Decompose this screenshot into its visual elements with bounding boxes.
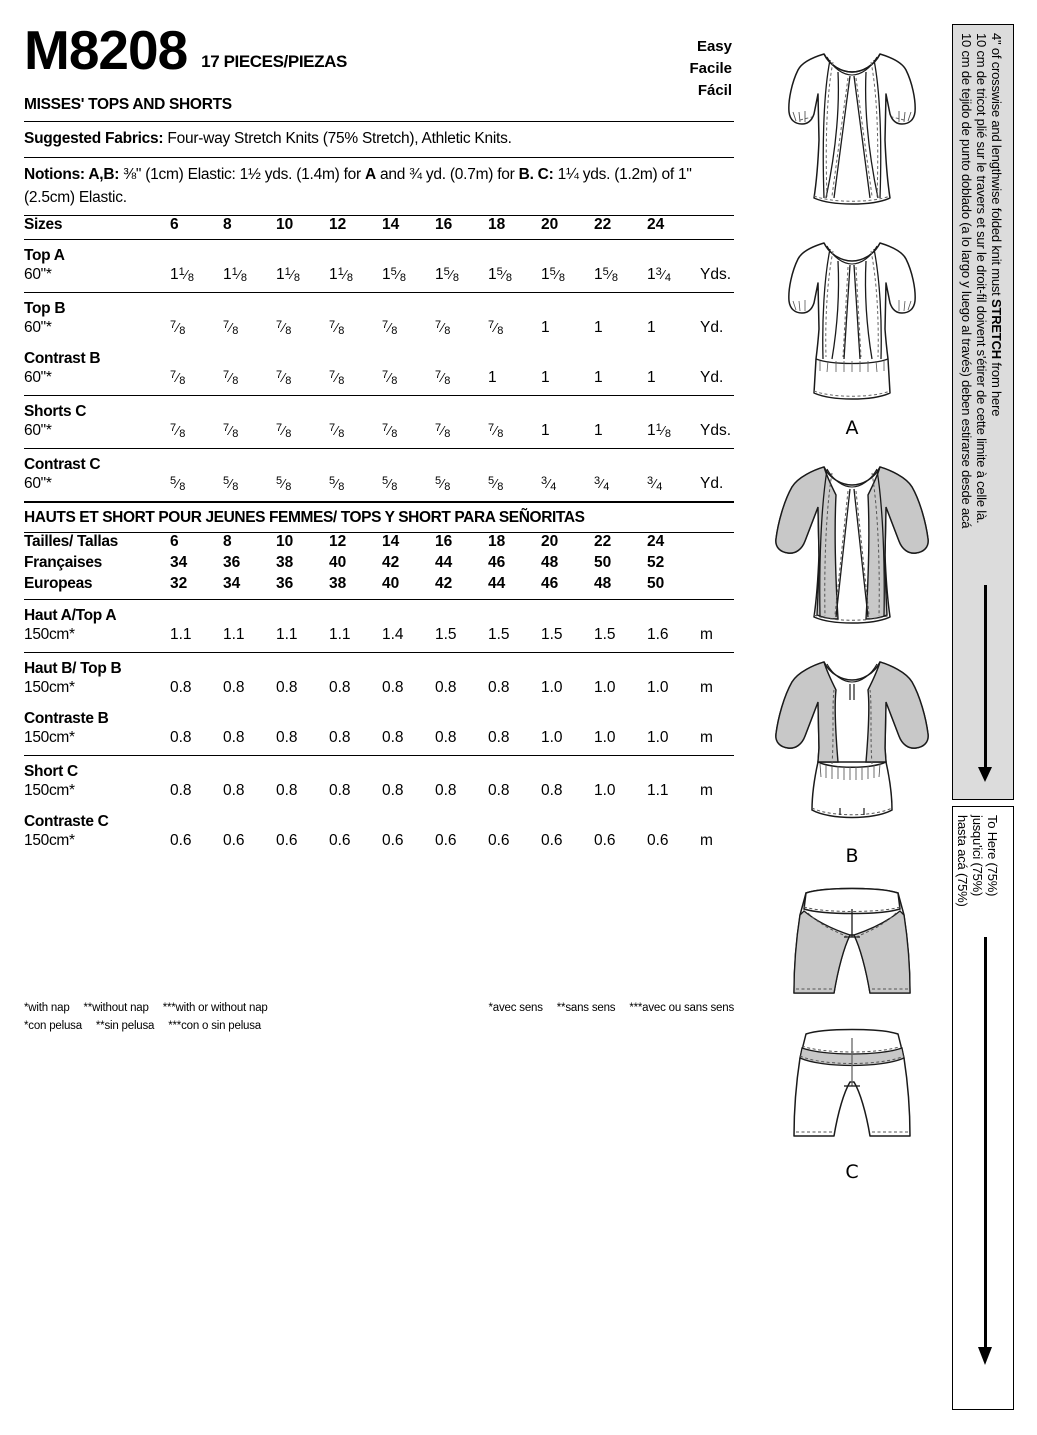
yardage-value: 7⁄8 <box>223 319 239 337</box>
size-column-header: 18 <box>488 216 506 233</box>
unit-label: Yd. <box>700 319 724 336</box>
footnote-item: **sin pelusa <box>95 1019 155 1032</box>
yardage-value: 0.6 <box>276 832 298 849</box>
to-here-label-es: hasta acá (75%) <box>955 815 970 907</box>
yardage-value: 7⁄8 <box>382 319 398 337</box>
yardage-value: 5⁄8 <box>435 475 451 493</box>
stretch-gauge-bottom-panel <box>952 806 1014 1410</box>
suggested-fabrics-text: Four-way Stretch Knits (75% Stretch), Athletic Knits. <box>163 130 512 148</box>
table-row <box>24 729 734 753</box>
yardage-value: 15⁄8 <box>541 266 566 284</box>
yardage-value: 7⁄8 <box>223 369 239 387</box>
table-row <box>24 396 734 422</box>
yardage-value: 1.1 <box>647 782 669 799</box>
table-row <box>24 240 734 266</box>
table-row <box>24 653 734 679</box>
size-column-header: 8 <box>223 216 232 233</box>
footnote-item: ***with or without nap <box>162 1002 268 1014</box>
size-value: 50 <box>594 554 612 571</box>
page-title: M8208 <box>24 19 188 81</box>
stretch-gauge-top-panel <box>952 24 1014 800</box>
size-value: 48 <box>541 554 559 571</box>
yardage-value: 7⁄8 <box>276 319 292 337</box>
unit-label: Yds. <box>700 266 732 283</box>
yardage-value: 1 <box>541 319 550 336</box>
yardage-value: 7⁄8 <box>329 369 345 387</box>
footnote-item: **sans sens <box>556 1002 616 1014</box>
size-value: 14 <box>382 533 400 550</box>
yardage-value: 0.6 <box>647 832 669 849</box>
table-row <box>24 626 734 650</box>
yardage-value: 0.8 <box>329 782 351 799</box>
size-system-label: Françaises <box>24 554 102 571</box>
unit-label: Yd. <box>700 369 724 386</box>
fabric-width-label: 150cm* <box>24 832 75 849</box>
yardage-value: 15⁄8 <box>382 266 407 284</box>
yardage-value: 0.8 <box>435 782 457 799</box>
yardage-value: 0.6 <box>594 832 616 849</box>
yardage-value: 0.8 <box>276 729 298 746</box>
size-value: 46 <box>541 575 559 592</box>
yardage-value: 0.8 <box>276 679 298 696</box>
size-value: 34 <box>170 554 188 571</box>
size-value: 32 <box>170 575 188 592</box>
yardage-value: 5⁄8 <box>382 475 398 493</box>
yardage-value: 5⁄8 <box>488 475 504 493</box>
row-group-label: Contraste C <box>24 813 109 830</box>
footnote-french <box>475 1000 734 1018</box>
fabric-width-label: 60"* <box>24 369 52 386</box>
unit-label: m <box>700 679 713 696</box>
yardage-value: 0.8 <box>170 782 192 799</box>
yardage-value: 0.6 <box>382 832 404 849</box>
sizes-label: Sizes <box>24 216 63 233</box>
size-column-header: 12 <box>329 216 347 233</box>
yardage-value: 1 <box>488 369 497 386</box>
yardage-value: 0.8 <box>223 679 245 696</box>
size-value: 38 <box>276 554 294 571</box>
size-value: 50 <box>647 575 665 592</box>
yardage-value: 0.6 <box>329 832 351 849</box>
yardage-value: 1.6 <box>647 626 669 643</box>
yardage-value: 0.8 <box>276 782 298 799</box>
table-row <box>24 756 734 782</box>
unit-label: Yd. <box>700 475 724 492</box>
yardage-value: 0.8 <box>223 729 245 746</box>
size-value: 46 <box>488 554 506 571</box>
footnote-item: ***con o sin pelusa <box>168 1019 261 1032</box>
yardage-value: 1.1 <box>223 626 245 643</box>
table-row <box>24 266 734 290</box>
yardage-value: 0.6 <box>435 832 457 849</box>
yardage-value: 7⁄8 <box>488 319 504 337</box>
yardage-value: 15⁄8 <box>488 266 513 284</box>
footnote-english <box>24 1000 282 1018</box>
table-row <box>24 449 734 475</box>
table-row <box>24 600 734 626</box>
yardage-value: 3⁄4 <box>594 475 610 493</box>
size-value: 42 <box>435 575 453 592</box>
yardage-value: 1.0 <box>594 782 616 799</box>
unit-label: m <box>700 782 713 799</box>
yardage-value: 1.0 <box>594 729 616 746</box>
yardage-value: 1.1 <box>276 626 298 643</box>
yardage-value: 0.6 <box>541 832 563 849</box>
yardage-value: 0.8 <box>170 729 192 746</box>
yardage-value: 1.5 <box>541 626 563 643</box>
yardage-value: 0.6 <box>488 832 510 849</box>
yardage-value: 1 <box>594 422 603 439</box>
pattern-info-column <box>24 19 734 856</box>
yardage-value: 3⁄4 <box>541 475 557 493</box>
yardage-value: 0.8 <box>382 782 404 799</box>
yardage-value: 7⁄8 <box>435 422 451 440</box>
yardage-value: 1.0 <box>541 679 563 696</box>
size-value: 16 <box>435 533 453 550</box>
size-column-header: 22 <box>594 216 612 233</box>
footnote-item: *with nap <box>24 1002 70 1014</box>
yardage-value: 7⁄8 <box>435 319 451 337</box>
metric-yardage-table <box>24 533 734 856</box>
suggested-fabrics-line <box>24 122 734 156</box>
fabric-width-label: 150cm* <box>24 679 75 696</box>
yardage-value: 1 <box>541 422 550 439</box>
garment-title: MISSES' TOPS AND SHORTS <box>24 96 232 114</box>
size-value: 18 <box>488 533 506 550</box>
size-column-header: 24 <box>647 216 665 233</box>
imperial-yardage-table <box>24 216 734 502</box>
size-value: 24 <box>647 533 665 550</box>
yardage-value: 7⁄8 <box>435 369 451 387</box>
yardage-value: 0.8 <box>435 729 457 746</box>
row-group-label: Contrast C <box>24 456 101 473</box>
yardage-value: 0.8 <box>382 679 404 696</box>
yardage-value: 1.5 <box>594 626 616 643</box>
size-column-header: 14 <box>382 216 400 233</box>
footnote-item: *con pelusa <box>24 1019 82 1032</box>
row-group-label: Top A <box>24 247 65 264</box>
header-row <box>24 19 734 81</box>
row-group-label: Contrast B <box>24 350 101 367</box>
size-value: 6 <box>170 533 179 550</box>
yardage-value: 1.1 <box>170 626 192 643</box>
yardage-value: 13⁄4 <box>647 266 672 284</box>
stretch-instruction-es: 10 cm de tejido de punto doblado (a lo largo y luego al través) deben estirarse desde acá <box>959 33 974 529</box>
table-row <box>24 679 734 703</box>
table-row <box>24 475 734 499</box>
unit-label: m <box>700 626 713 643</box>
yardage-value: 1.1 <box>329 626 351 643</box>
yardage-value: 0.8 <box>329 679 351 696</box>
view-label-a: A <box>845 417 859 439</box>
fabric-width-label: 60"* <box>24 475 52 492</box>
row-group-label: Haut A/Top A <box>24 607 117 624</box>
size-value: 36 <box>223 554 241 571</box>
yardage-value: 3⁄4 <box>647 475 663 493</box>
footnote-spanish <box>24 1018 734 1036</box>
suggested-fabrics-label: Suggested Fabrics: <box>24 130 164 148</box>
figure-shorts-c-front <box>762 881 942 1016</box>
fabric-width-label: 60"* <box>24 266 52 283</box>
row-group-label: Short C <box>24 763 78 780</box>
size-value: 22 <box>594 533 612 550</box>
size-value: 38 <box>329 575 347 592</box>
size-column-header: 6 <box>170 216 179 233</box>
footnote-item: *avec sens <box>488 1002 543 1014</box>
table-row <box>24 832 734 856</box>
figure-top-b-front <box>762 445 942 648</box>
fabric-width-label: 150cm* <box>24 729 75 746</box>
yardage-value: 5⁄8 <box>170 475 186 493</box>
view-label-c: C <box>845 1161 859 1183</box>
footnote-item: ***avec ou sans sens <box>629 1002 734 1014</box>
table-row <box>24 703 734 729</box>
size-value: 44 <box>488 575 506 592</box>
yardage-value: 1.4 <box>382 626 404 643</box>
yardage-value: 5⁄8 <box>223 475 239 493</box>
yardage-value: 11⁄8 <box>276 266 301 284</box>
figure-top-a-back <box>762 225 942 439</box>
yardage-value: 0.8 <box>541 782 563 799</box>
yardage-value: 5⁄8 <box>276 475 292 493</box>
yardage-value: 11⁄8 <box>329 266 354 284</box>
stretch-gauge <box>952 24 1014 1410</box>
yardage-value: 0.8 <box>435 679 457 696</box>
size-value: 36 <box>276 575 294 592</box>
yardage-value: 1.0 <box>647 679 669 696</box>
unit-label: m <box>700 729 713 746</box>
notions-line: Notions: A,B: ⅜" (1cm) Elastic: 1½ yds. (1.4m) for A and ¾ yd. (0.7m) for B. C: 1¼ yds. (1.2m) of 1" (2.5cm) Elastic. <box>24 165 692 206</box>
yardage-value: 11⁄8 <box>647 422 672 440</box>
table-row <box>24 422 734 446</box>
fabric-width-label: 60"* <box>24 319 52 336</box>
size-column-header: 10 <box>276 216 294 233</box>
yardage-value: 7⁄8 <box>329 319 345 337</box>
footnotes <box>24 1000 734 1036</box>
yardage-value: 7⁄8 <box>276 422 292 440</box>
size-value: 52 <box>647 554 665 571</box>
size-column-header: 20 <box>541 216 559 233</box>
fabric-width-label: 150cm* <box>24 626 75 643</box>
yardage-value: 0.8 <box>488 782 510 799</box>
size-value: 20 <box>541 533 559 550</box>
view-label-b: B <box>845 845 859 867</box>
yardage-value: 1 <box>594 319 603 336</box>
stretch-instruction-fr: 10 cm de tricot plié sur le travers et sur le droit-fil doivent s'étirer de cette limite à celle là. <box>974 33 989 524</box>
size-value: 44 <box>435 554 453 571</box>
size-value: 10 <box>276 533 294 550</box>
garment-illustrations <box>762 20 942 1183</box>
yardage-value: 0.8 <box>170 679 192 696</box>
yardage-value: 1 <box>541 369 550 386</box>
yardage-value: 11⁄8 <box>223 266 248 284</box>
yardage-value: 7⁄8 <box>329 422 345 440</box>
yardage-value: 11⁄8 <box>170 266 195 284</box>
table-row <box>24 343 734 369</box>
yardage-value: 0.8 <box>329 729 351 746</box>
yardage-value: 7⁄8 <box>382 422 398 440</box>
yardage-value: 1.0 <box>647 729 669 746</box>
size-column-header: 16 <box>435 216 453 233</box>
yardage-value: 0.8 <box>382 729 404 746</box>
yardage-value: 1.5 <box>435 626 457 643</box>
yardage-value: 15⁄8 <box>435 266 460 284</box>
fabric-width-label: 60"* <box>24 422 52 439</box>
footnote-item: **without nap <box>83 1002 149 1014</box>
yardage-value: 1 <box>647 369 656 386</box>
yardage-value: 0.8 <box>488 729 510 746</box>
yardage-value: 1 <box>594 369 603 386</box>
yardage-value: 0.8 <box>223 782 245 799</box>
size-value: 48 <box>594 575 612 592</box>
yardage-value: 5⁄8 <box>329 475 345 493</box>
size-system-label: Europeas <box>24 575 93 592</box>
yardage-value: 7⁄8 <box>170 422 186 440</box>
difficulty-en: Easy <box>696 38 732 55</box>
yardage-value: 0.8 <box>488 679 510 696</box>
pieces-count: 17 PIECES/PIEZAS <box>201 52 347 71</box>
table-row <box>24 319 734 343</box>
yardage-value: 0.6 <box>223 832 245 849</box>
difficulty-es: Fácil <box>697 81 732 99</box>
size-value: 40 <box>329 554 347 571</box>
table-row <box>24 806 734 832</box>
metric-section-header: HAUTS ET SHORT POUR JEUNES FEMMES/ TOPS Y SHORT PARA SEÑORITAS <box>24 509 585 526</box>
difficulty-badge <box>689 36 732 101</box>
table-row <box>24 782 734 806</box>
table-row <box>24 293 734 319</box>
row-group-label: Top B <box>24 300 66 317</box>
table-row <box>24 369 734 393</box>
yardage-value: 7⁄8 <box>382 369 398 387</box>
figure-top-a-front <box>762 20 942 225</box>
yardage-value: 1.5 <box>488 626 510 643</box>
size-value: 12 <box>329 533 347 550</box>
yardage-value: 7⁄8 <box>170 369 186 387</box>
figure-top-b-back <box>762 648 942 867</box>
yardage-value: 15⁄8 <box>594 266 619 284</box>
size-value: 40 <box>382 575 400 592</box>
size-system-label: Tailles/ Tallas <box>24 533 119 550</box>
yardage-value: 7⁄8 <box>170 319 186 337</box>
size-value: 42 <box>382 554 400 571</box>
yardage-value: 1.0 <box>594 679 616 696</box>
yardage-value: 1 <box>647 319 656 336</box>
yardage-value: 7⁄8 <box>276 369 292 387</box>
fabric-width-label: 150cm* <box>24 782 75 799</box>
stretch-instruction-en: 4" of crosswise and lengthwise folded knit must STRETCH from here <box>989 33 1004 417</box>
yardage-value: 7⁄8 <box>488 422 504 440</box>
difficulty-fr: Facile <box>689 59 732 77</box>
size-value: 8 <box>223 533 232 550</box>
unit-label: m <box>700 832 713 849</box>
yardage-value: 1.0 <box>541 729 563 746</box>
row-group-label: Contraste B <box>24 710 109 727</box>
unit-label: Yds. <box>700 422 732 439</box>
to-here-label-en: To Here (75%) <box>985 815 1000 897</box>
row-group-label: Haut B/ Top B <box>24 660 122 677</box>
to-here-label-fr: jusqu'ici (75%) <box>970 815 985 897</box>
row-group-label: Shorts C <box>24 403 87 420</box>
size-value: 34 <box>223 575 241 592</box>
yardage-value: 0.6 <box>170 832 192 849</box>
figure-shorts-c-back <box>762 1024 942 1183</box>
yardage-value: 7⁄8 <box>223 422 239 440</box>
